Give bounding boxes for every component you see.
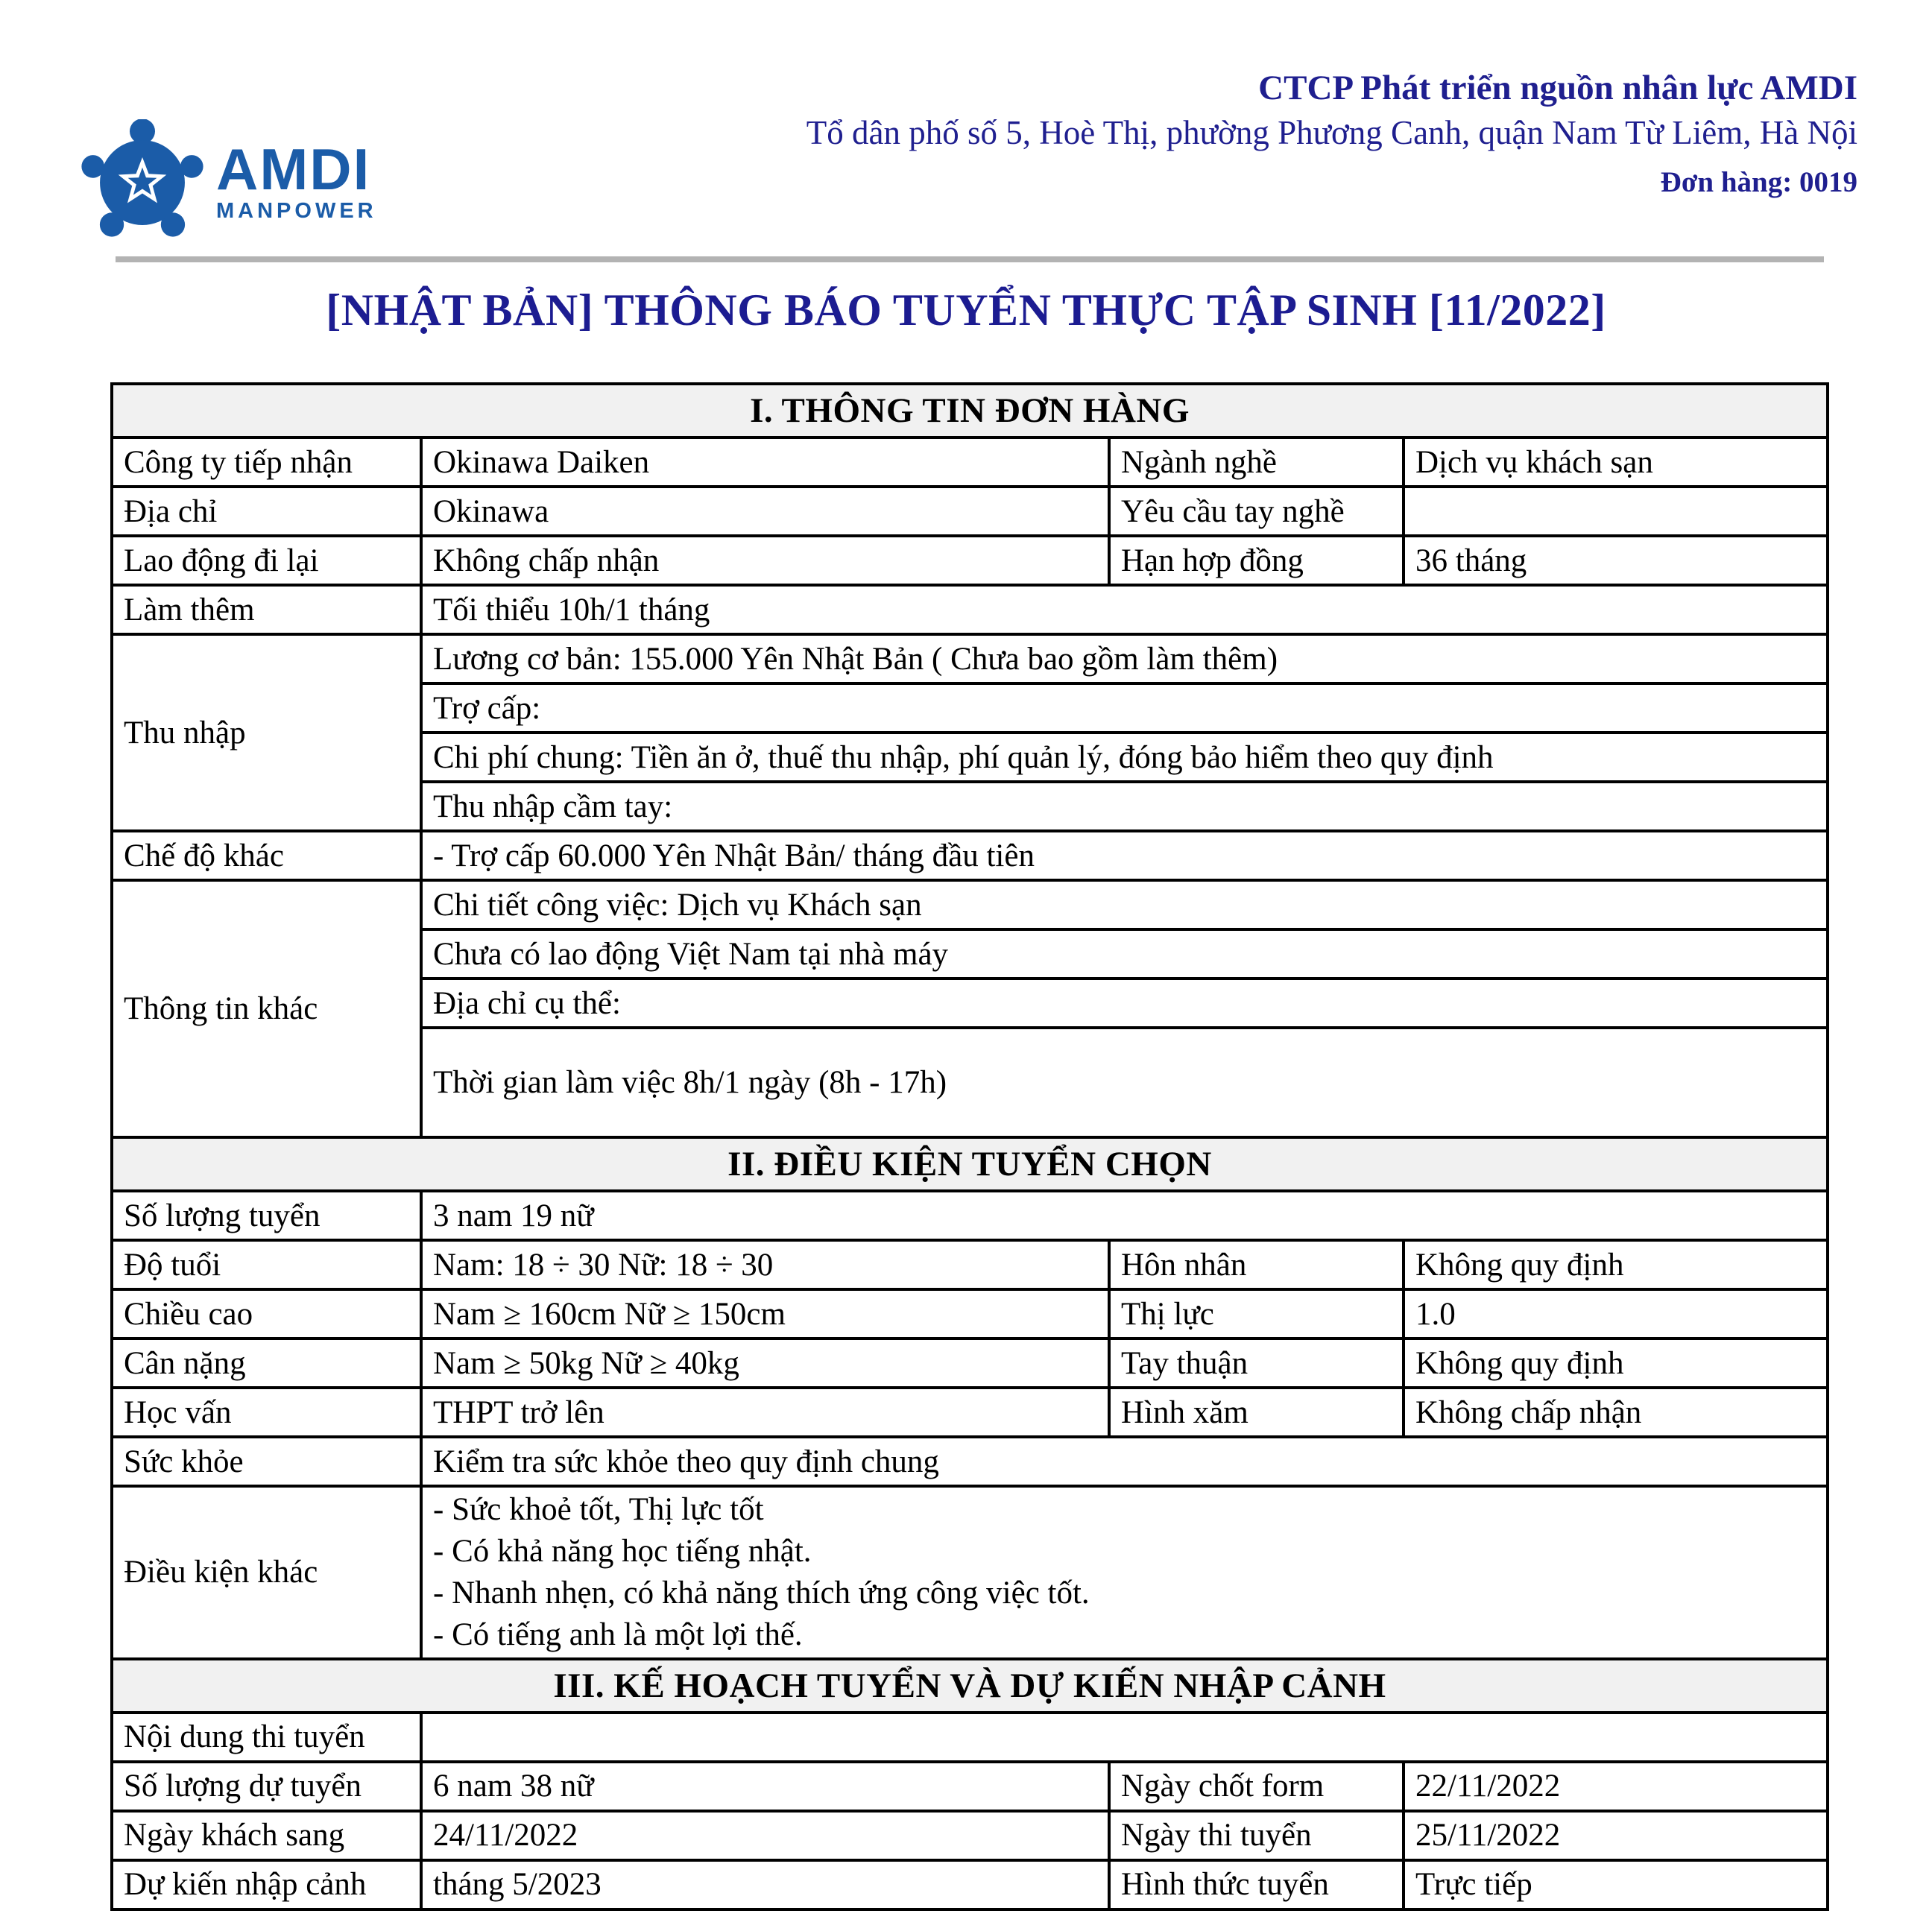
row-value: Chi phí chung: Tiền ăn ở, thuế thu nhập, phí quản lý, đóng bảo hiểm theo quy định xyxy=(421,733,1828,782)
row-value: Okinawa xyxy=(421,487,1109,536)
table-row xyxy=(112,487,1828,536)
header-divider-line xyxy=(116,256,1824,262)
row-value: Chưa có lao động Việt Nam tại nhà máy xyxy=(421,929,1828,979)
table-row xyxy=(112,1713,1828,1762)
row-value xyxy=(421,1713,1828,1762)
row-value: Dịch vụ khách sạn xyxy=(1404,437,1828,487)
row-value: 6 nam 38 nữ xyxy=(421,1762,1109,1811)
row-value: Okinawa Daiken xyxy=(421,437,1109,487)
row-label: Công ty tiếp nhận xyxy=(112,437,421,487)
row-value: Kiểm tra sức khỏe theo quy định chung xyxy=(421,1437,1828,1486)
row-label: Thị lực xyxy=(1109,1289,1404,1339)
table-row xyxy=(112,437,1828,487)
row-label: Hạn hợp đồng xyxy=(1109,536,1404,585)
row-label: Nội dung thi tuyển xyxy=(112,1713,421,1762)
row-value: 36 tháng xyxy=(1404,536,1828,585)
row-value xyxy=(421,1486,1828,1659)
row-value: Nam ≥ 160cm Nữ ≥ 150cm xyxy=(421,1289,1109,1339)
condition-line: - Sức khoẻ tốt, Thị lực tốt xyxy=(433,1492,764,1527)
row-label: Yêu cầu tay nghề xyxy=(1109,487,1404,536)
row-value: Địa chỉ cụ thể: xyxy=(421,979,1828,1028)
table-row xyxy=(112,1762,1828,1811)
condition-line: - Có khả năng học tiếng nhật. xyxy=(433,1533,812,1569)
section-1-title: I. THÔNG TIN ĐƠN HÀNG xyxy=(112,384,1828,437)
section-2-title: II. ĐIỀU KIỆN TUYỂN CHỌN xyxy=(112,1137,1828,1191)
document-header xyxy=(75,0,1857,246)
row-label: Chiều cao xyxy=(112,1289,421,1339)
row-value: Nam: 18 ÷ 30 Nữ: 18 ÷ 30 xyxy=(421,1240,1109,1289)
table-row xyxy=(112,1388,1828,1437)
table-row xyxy=(112,1437,1828,1486)
row-label: Tay thuận xyxy=(1109,1339,1404,1388)
row-value: 25/11/2022 xyxy=(1404,1811,1828,1860)
row-label: Cân nặng xyxy=(112,1339,421,1388)
condition-line: - Có tiếng anh là một lợi thế. xyxy=(433,1616,803,1652)
company-address: Tổ dân phố số 5, Hoè Thị, phường Phương Canh, quận Nam Từ Liêm, Hà Nội xyxy=(806,114,1857,152)
logo-sub-text: MANPOWER xyxy=(216,198,377,223)
row-value: Không chấp nhận xyxy=(1404,1388,1828,1437)
row-label: Hình thức tuyển xyxy=(1109,1860,1404,1909)
table-row xyxy=(112,1811,1828,1860)
section-1-header-row xyxy=(112,384,1828,437)
section-2-header-row xyxy=(112,1137,1828,1191)
row-label: Học vấn xyxy=(112,1388,421,1437)
table-row xyxy=(112,634,1828,683)
logo-brand-text: AMDI xyxy=(216,136,371,203)
row-label: Chế độ khác xyxy=(112,831,421,880)
company-name: CTCP Phát triển nguồn nhân lực AMDI xyxy=(1258,69,1857,107)
company-header-block xyxy=(806,66,1857,204)
row-value: Không chấp nhận xyxy=(421,536,1109,585)
row-value: 1.0 xyxy=(1404,1289,1828,1339)
row-label: Thu nhập xyxy=(112,634,421,831)
section-3-title: III. KẾ HOẠCH TUYỂN VÀ DỰ KIẾN NHẬP CẢNH xyxy=(112,1659,1828,1713)
order-number: Đơn hàng: 0019 xyxy=(1660,165,1857,198)
row-value: Thu nhập cầm tay: xyxy=(421,782,1828,831)
row-value: Trực tiếp xyxy=(1404,1860,1828,1909)
row-value: THPT trở lên xyxy=(421,1388,1109,1437)
row-value: Lương cơ bản: 155.000 Yên Nhật Bản ( Chưa bao gồm làm thêm) xyxy=(421,634,1828,683)
row-label: Độ tuổi xyxy=(112,1240,421,1289)
table-row xyxy=(112,831,1828,880)
row-value: Trợ cấp: xyxy=(421,683,1828,733)
row-value: Tối thiểu 10h/1 tháng xyxy=(421,585,1828,634)
row-label: Địa chỉ xyxy=(112,487,421,536)
table-row xyxy=(112,880,1828,929)
row-value: 3 nam 19 nữ xyxy=(421,1191,1828,1240)
recruitment-table xyxy=(110,382,1829,1911)
row-value: 24/11/2022 xyxy=(421,1811,1109,1860)
table-row xyxy=(112,1486,1828,1659)
table-row xyxy=(112,585,1828,634)
table-row xyxy=(112,1191,1828,1240)
amdi-logo xyxy=(79,119,377,246)
row-value: 22/11/2022 xyxy=(1404,1762,1828,1811)
row-value: Nam ≥ 50kg Nữ ≥ 40kg xyxy=(421,1339,1109,1388)
row-value: tháng 5/2023 xyxy=(421,1860,1109,1909)
row-value: Thời gian làm việc 8h/1 ngày (8h - 17h) xyxy=(421,1028,1828,1137)
condition-line: - Nhanh nhẹn, có khả năng thích ứng công việc tốt. xyxy=(433,1575,1090,1611)
table-row xyxy=(112,536,1828,585)
table-row xyxy=(112,1240,1828,1289)
row-label: Ngày khách sang xyxy=(112,1811,421,1860)
row-label: Hình xăm xyxy=(1109,1388,1404,1437)
table-row xyxy=(112,1860,1828,1909)
row-label: Ngày chốt form xyxy=(1109,1762,1404,1811)
row-value: Không quy định xyxy=(1404,1339,1828,1388)
row-label: Hôn nhân xyxy=(1109,1240,1404,1289)
row-label: Thông tin khác xyxy=(112,880,421,1137)
row-value xyxy=(1404,487,1828,536)
section-3-header-row xyxy=(112,1659,1828,1713)
amdi-people-star-icon xyxy=(79,119,206,246)
row-label: Ngày thi tuyển xyxy=(1109,1811,1404,1860)
table-row xyxy=(112,1289,1828,1339)
row-label: Số lượng dự tuyển xyxy=(112,1762,421,1811)
row-label: Dự kiến nhập cảnh xyxy=(112,1860,421,1909)
row-label: Ngành nghề xyxy=(1109,437,1404,487)
row-label: Điều kiện khác xyxy=(112,1486,421,1659)
row-value: - Trợ cấp 60.000 Yên Nhật Bản/ tháng đầu tiên xyxy=(421,831,1828,880)
table-row xyxy=(112,1339,1828,1388)
row-label: Lao động đi lại xyxy=(112,536,421,585)
row-value: Không quy định xyxy=(1404,1240,1828,1289)
row-label: Số lượng tuyển xyxy=(112,1191,421,1240)
row-label: Làm thêm xyxy=(112,585,421,634)
page-title: [NHẬT BẢN] THÔNG BÁO TUYỂN THỰC TẬP SINH [11/2022] xyxy=(326,285,1606,335)
row-value: Chi tiết công việc: Dịch vụ Khách sạn xyxy=(421,880,1828,929)
logo-text xyxy=(216,136,377,223)
row-label: Sức khỏe xyxy=(112,1437,421,1486)
